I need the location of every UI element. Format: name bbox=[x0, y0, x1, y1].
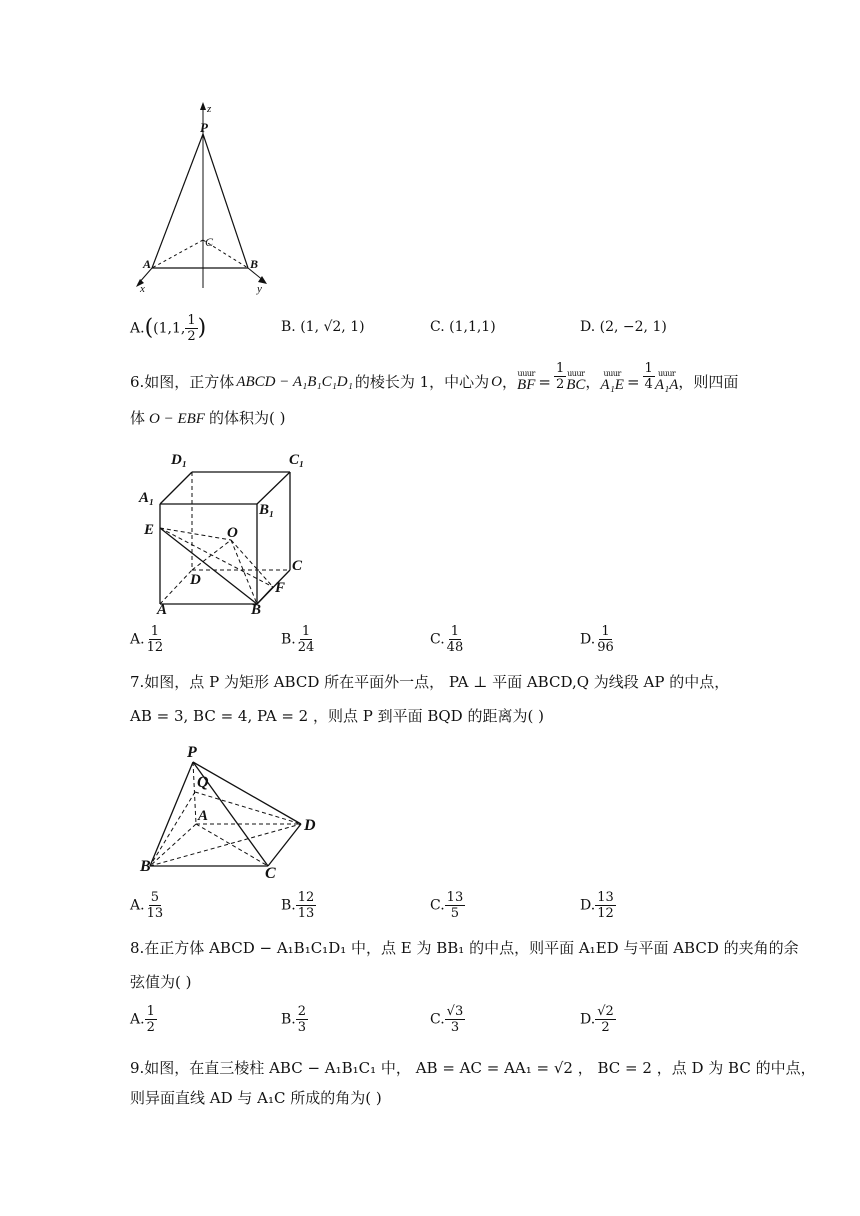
label-x: x bbox=[140, 283, 145, 295]
label-a: A bbox=[198, 808, 209, 824]
q7-option-d[interactable]: D. $\frac{13}{12}$ bbox=[580, 890, 614, 921]
label-a: A bbox=[143, 257, 152, 271]
q8-option-c[interactable]: C. $\frac{√3}{3}$ bbox=[430, 1004, 464, 1035]
label-p: P bbox=[187, 744, 197, 761]
label-z: z bbox=[207, 103, 212, 115]
q7-figure bbox=[138, 740, 328, 880]
label-p: P bbox=[200, 120, 208, 135]
label-b: B bbox=[140, 858, 151, 875]
edge-ca bbox=[152, 240, 203, 268]
q5-option-d[interactable]: D. (2, −2, 1) bbox=[580, 319, 667, 335]
option-letter: A. bbox=[130, 320, 145, 337]
q6-figure bbox=[135, 446, 310, 616]
q5-option-b[interactable]: B. (1, √2, 1) bbox=[281, 319, 365, 335]
q7-option-a[interactable]: A. $\frac{5}{13}$ bbox=[130, 890, 164, 921]
q8-line2: 弦值为( ) bbox=[130, 973, 192, 991]
label-b1: B₁ bbox=[259, 502, 275, 518]
q6-option-a[interactable]: A. $\frac{1}{12}$ bbox=[130, 624, 164, 655]
q7-line2: AB = 3, BC = 4, PA = 2 ，则点 P 到平面 BQD 的距离为( ) bbox=[130, 707, 544, 725]
q7-line1: 7.如图，点 P 为矩形 ABCD 所在平面外一点， PA ⊥ 平面 ABCD,Q 为线段 AP 的中点， bbox=[130, 673, 730, 691]
q8-line1: 8.在正方体 ABCD − A₁B₁C₁D₁ 中，点 E 为 BB₁ 的中点，则平面 A₁ED 与平面 ABCD 的夹角的余 bbox=[130, 939, 799, 957]
label-a1: A₁ bbox=[139, 490, 155, 506]
q5-option-a[interactable]: A.((1,1, $\frac{1}{2}$ ) bbox=[130, 313, 207, 344]
label-d1: D₁ bbox=[171, 452, 188, 468]
q7-option-c[interactable]: C. $\frac{13}{5}$ bbox=[430, 890, 464, 921]
q9-line1: 9.如图，在直三棱柱 ABC − A₁B₁C₁ 中， AB = AC = AA₁ = √2 ， BC = 2 ，点 D 为 BC 的中点， bbox=[130, 1059, 816, 1077]
q7-option-b[interactable]: B. $\frac{12}{13}$ bbox=[281, 890, 315, 921]
label-f: F bbox=[275, 580, 286, 596]
label-c: C bbox=[265, 865, 276, 880]
label-o: O bbox=[227, 525, 238, 541]
q6-option-c[interactable]: C. $\frac{1}{48}$ bbox=[430, 624, 464, 655]
edge-pa bbox=[152, 134, 203, 268]
label-d: D bbox=[190, 572, 201, 588]
q6-line1: 6.如图，正方体 ABCD − A₁B₁C₁D₁ 的棱长为 1，中心为 O ， uuur BF = $\frac{1}{2}$ uuur BC ， uuur A₁E = $\frac{1}{4}$ uuur A₁A ，则四面 bbox=[130, 361, 739, 393]
q6-option-d[interactable]: D. $\frac{1}{96}$ bbox=[580, 624, 614, 655]
q8-option-d[interactable]: D. $\frac{√2}{2}$ bbox=[580, 1004, 614, 1035]
label-c: C bbox=[292, 558, 303, 574]
fraction: $\frac{1}{2}$ bbox=[187, 313, 196, 344]
q8-option-b[interactable]: B. $\frac{2}{3}$ bbox=[281, 1004, 307, 1035]
q5-option-c[interactable]: C. (1,1,1) bbox=[430, 319, 496, 335]
q8-option-a[interactable]: A. $\frac{1}{2}$ bbox=[130, 1004, 155, 1035]
label-e: E bbox=[144, 522, 155, 538]
q6-option-b[interactable]: B. $\frac{1}{24}$ bbox=[281, 624, 315, 655]
label-c1: C₁ bbox=[289, 452, 305, 468]
z-arrow bbox=[200, 102, 206, 110]
q5-figure bbox=[130, 100, 280, 295]
label-d: D bbox=[304, 817, 316, 834]
label-b: B bbox=[251, 602, 262, 616]
label-y: y bbox=[257, 283, 262, 295]
q9-line2: 则异面直线 AD 与 A₁C 所成的角为( ) bbox=[130, 1089, 382, 1107]
label-q: Q bbox=[197, 774, 209, 791]
label-a: A bbox=[157, 602, 168, 616]
label-c: C bbox=[205, 235, 214, 249]
q6-line2: 体 O − EBF 的体积为( ) bbox=[130, 409, 286, 427]
label-b: B bbox=[250, 257, 259, 271]
